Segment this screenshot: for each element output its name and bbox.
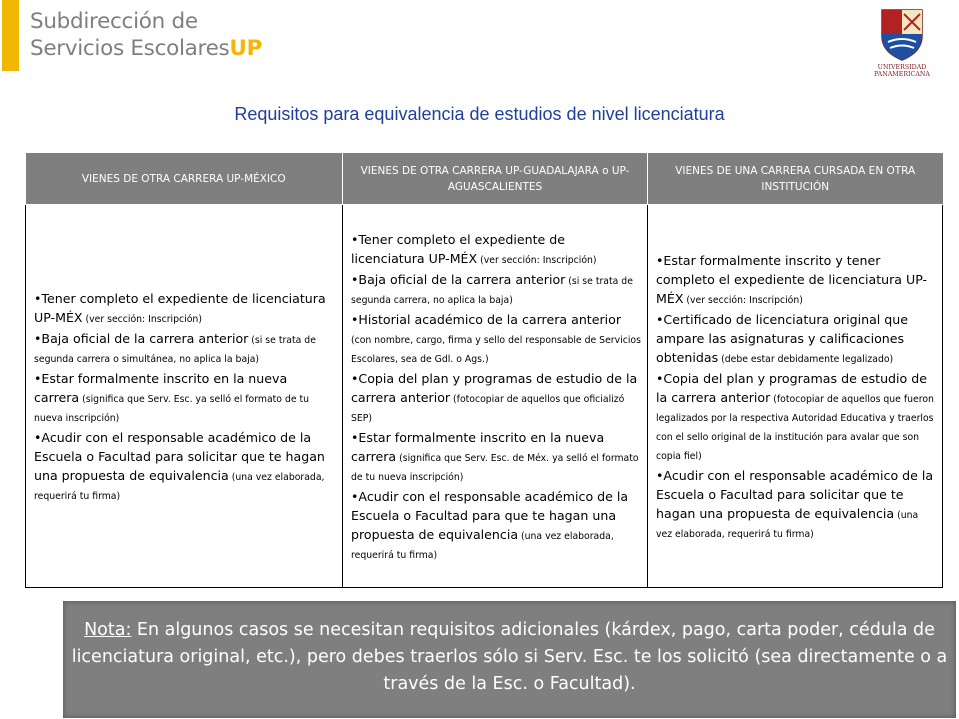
note-box <box>63 601 956 718</box>
requirement-text: •Historial académico de la carrera anterior <box>351 311 622 327</box>
table-row <box>26 205 943 588</box>
requirement-note: (ver sección: Inscripción) <box>82 313 202 325</box>
requirement-note: (ver sección: Inscripción) <box>477 254 597 266</box>
requirement-note: (si se trata de segunda carrera o simultánea, no aplica la baja) <box>34 334 316 365</box>
requirement-text: •Estar formalmente inscrito en la nueva carrera <box>34 370 288 405</box>
requirement-text: •Acudir con el responsable académico de la Escuela o Facultad para que te hagan una propuesta de equivalencia <box>351 488 629 542</box>
requirement-text: •Acudir con el responsable académico de la Escuela o Facultad para solicitar que te hagan una propuesta de equivalencia <box>34 429 325 483</box>
requirement-text: •Copia del plan y programas de estudio de la carrera anterior <box>351 370 638 405</box>
requirement-item <box>351 428 641 485</box>
requirement-text: •Estar formalmente inscrito en la nueva carrera <box>351 429 605 464</box>
requirement-text: •Baja oficial de la carrera anterior <box>34 330 249 346</box>
requirement-note: (fotocopiar de aquellos que fueron legalizados por la respectiva Autoridad Educativa y traerlos con el sello original de la institución para avalar que son copia fiel) <box>656 393 934 462</box>
requirement-text: •Estar formalmente inscrito y tener completo el expediente de licenciatura UP-MÉX <box>656 252 928 306</box>
table-header-row <box>26 153 943 205</box>
requirement-item <box>34 369 336 426</box>
page-title: Requisitos para equivalencia de estudios de nivel licenciatura <box>234 104 725 124</box>
column-cell-up-gdl-ags <box>343 205 648 588</box>
requirement-note: (significa que Serv. Esc. ya selló el formato de tu nueva inscripción) <box>34 393 310 424</box>
requirement-note: (si se trata de segunda carrera, no aplica la baja) <box>351 275 633 306</box>
brand-line-1: Subdirección de <box>30 9 198 34</box>
column-header-otra-institucion: VIENES DE UNA CARRERA CURSADA EN OTRA INSTITUCIÓN <box>648 153 943 205</box>
requirement-note: (ver sección: Inscripción) <box>683 294 803 306</box>
column-cell-otra-institucion <box>648 205 943 588</box>
requirement-text: •Copia del plan y programas de estudio de la carrera anterior <box>656 370 927 405</box>
logo-text-line-2: PANAMERICANA <box>874 71 930 78</box>
brand-line-2-text: Servicios Escolares <box>30 36 230 61</box>
column-header-up-mexico: VIENES DE OTRA CARRERA UP-MÉXICO <box>26 153 343 205</box>
requirement-text: •Tener completo el expediente de licenciatura UP-MÉX <box>351 231 566 266</box>
requirement-text: •Acudir con el responsable académico de la Escuela o Facultad para solicitar que te hagan una propuesta de equivalencia <box>656 467 934 521</box>
requirement-note: (significa que Serv. Esc. de Méx. ya selló el formato de tu nueva inscripción) <box>351 452 639 483</box>
requirement-text: •Tener completo el expediente de licenciatura UP-MÉX <box>34 290 326 325</box>
requirement-item <box>351 230 641 268</box>
note-text <box>63 617 956 698</box>
column-header-up-gdl-ags: VIENES DE OTRA CARRERA UP-GUADALAJARA o UP-AGUASCALIENTES <box>343 153 648 205</box>
requirement-note: (una vez elaborada, requerirá tu firma) <box>656 509 919 540</box>
brand-line-2 <box>30 35 262 62</box>
requirement-note: (una vez elaborada, requerirá tu firma) <box>34 471 325 502</box>
requirement-item <box>34 289 336 327</box>
logo-text-line-1: UNIVERSIDAD <box>877 64 927 71</box>
requirement-item <box>351 487 641 563</box>
requirement-item <box>34 329 336 367</box>
requirement-item <box>34 428 336 504</box>
requirement-item <box>656 251 936 308</box>
requirement-text: •Certificado de licenciatura original que ampare las asignaturas y calificaciones obtenidas <box>656 311 909 365</box>
requirement-note: (una vez elaborada, requerirá tu firma) <box>351 530 614 561</box>
accent-bar <box>2 0 19 71</box>
requirements-table <box>25 153 943 588</box>
requirement-note: (con nombre, cargo, firma y sello del responsable de Servicios Escolares, sea de Gdl. o Ags.) <box>351 334 641 365</box>
requirement-item <box>656 369 936 464</box>
requirement-item <box>351 369 641 426</box>
requirement-item <box>351 270 641 308</box>
note-body: En algunos casos se necesitan requisitos adicionales (kárdex, pago, carta poder, cédula de licenciatura original, etc.), pero debes traerlos sólo si Serv. Esc. te los solicitó (sea directamente o a través de la Esc. o Facultad). <box>71 620 948 694</box>
university-logo <box>866 6 938 78</box>
requirement-item <box>656 466 936 542</box>
brand-up-suffix: UP <box>229 36 263 61</box>
requirement-text: •Baja oficial de la carrera anterior <box>351 271 566 287</box>
brand-title <box>30 8 262 62</box>
column-cell-up-mexico <box>26 205 343 588</box>
note-label: Nota: <box>84 620 132 640</box>
requirement-item <box>351 310 641 367</box>
requirement-note: (fotocopiar de aquellos que oficializó SEP) <box>351 393 625 424</box>
requirement-note: (debe estar debidamente legalizado) <box>718 353 894 365</box>
requirement-item <box>656 310 936 367</box>
